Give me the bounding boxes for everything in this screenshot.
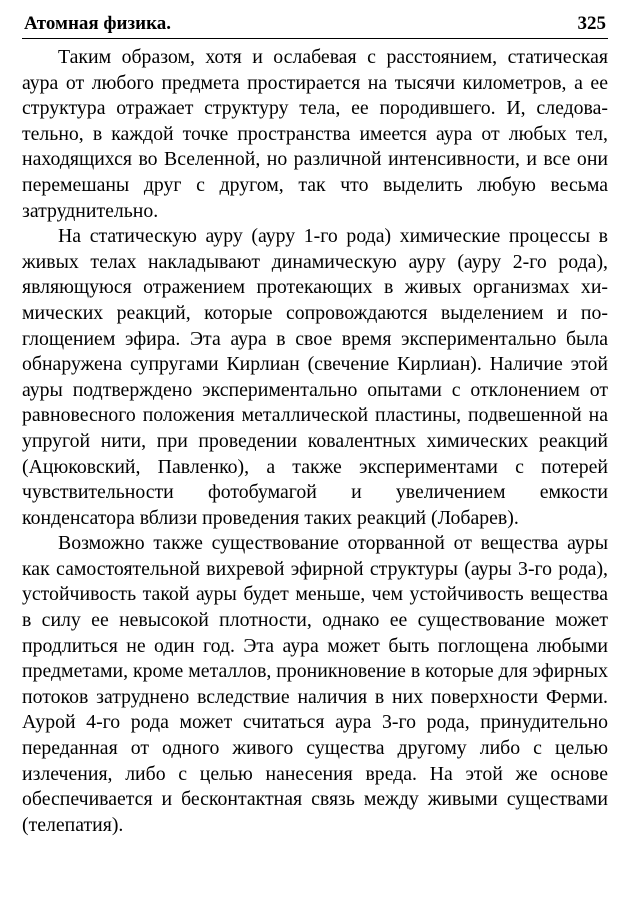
page-number: 325: [577, 13, 606, 34]
paragraph-1: Таким образом, хотя и ослабевая с расстоянием, статическая аура от любого предмета простирается на тысячи километров, а ее структура отражает структуру тела, ее породившего. И, следовательно, в каждой точке пространства имеется аура от любых тел, находящихся во Вселенной, но различной интенсивности, и все они перемешаны друг с другом, так что выделить любую весьма затруднительно.: [22, 46, 608, 222]
chapter-title: Атомная физика.: [24, 13, 171, 34]
running-header: [22, 8, 608, 39]
paragraph-3: Возможно также существование оторванной от вещества ауры как самостоятельной вихревой эфирной структуры (ауры 3-го рода), устойчивость такой ауры будет меньше, чем устойчивость вещества в силу ее невысокой плотности, однако ее существование может продлиться не один год. Эта аура может быть поглощена любыми предметами, кроме металлов, проникновение в которые для эфирных потоков затруднено вследствие наличия в них поверхности Ферми. Аурой 4-го рода может считаться аура 3-го рода, принудительно переданная от одного живого существа другому либо с целью излечения, либо с целью нанесения вреда. На этой же основе обеспечивается и бесконтактная связь между живыми существами (телепатия).: [22, 532, 608, 836]
body-text: [22, 45, 608, 838]
paragraph-2: На статическую ауру (ауру 1-го рода) химические процессы в живых телах накладывают динамическую ауру (ауру 2-го рода), являющуюся отражением протекающих в живых организмах химических реакций, которые сопровождаются выделением и поглощением эфира. Эта аура в свое время экспериментально была обнаружена супругами Кирлиан (свечение Кирлиан). Наличие этой ауры подтверждено экспериментально опытами с отклонением от равновесного положения металлической пластины, подвешенной на упругой нити, при проведении ковалентных химических реакций (Ацюковский, Павленко), а также экспериментами с потерей чувствительности фотобумагой и увеличением емкости конденсатора вблизи проведения таких реакций (Лобарев).: [22, 225, 608, 529]
